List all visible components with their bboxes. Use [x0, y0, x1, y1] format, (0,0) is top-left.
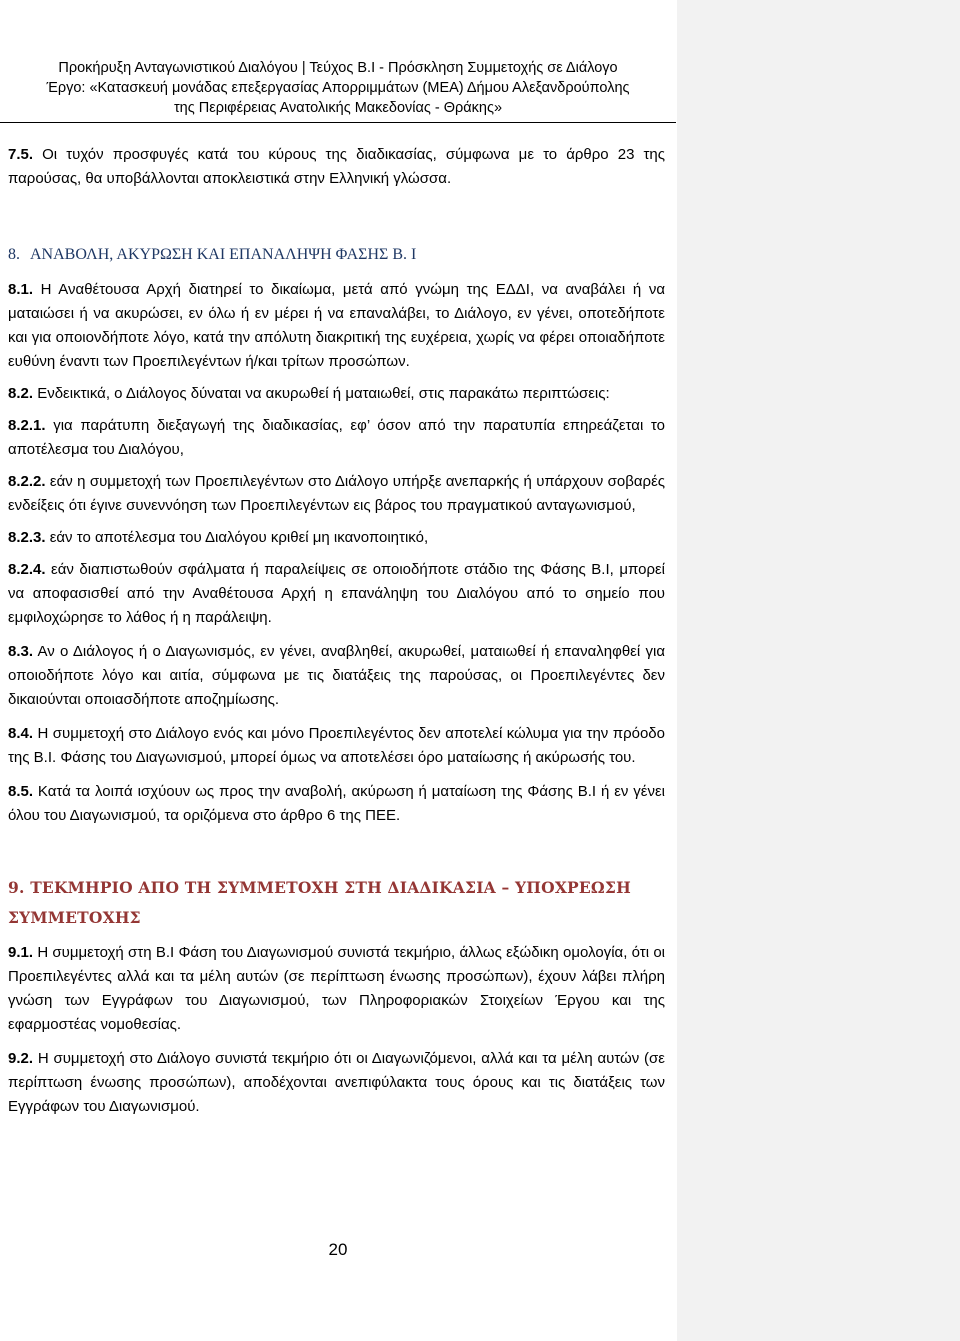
clause-number: 8.5.	[8, 783, 34, 800]
page-header	[0, 58, 676, 118]
paragraph-8-1	[8, 278, 665, 374]
header-line-2: Έργο: «Κατασκευή μονάδας επεξεργασίας Απορριμμάτων (ΜΕΑ) Δήμου Αλεξανδρούπολης	[46, 80, 630, 96]
clause-text: εάν η συμμετοχή των Προεπιλεγέντων στο Διάλογο υπήρξε ανεπαρκής ή υπάρχουν σοβαρές ενδείξεις ότι έγινε συνεννόηση των Προεπιλεγέντων εις βάρος του πραγματικού ανταγωνισμού,	[8, 473, 665, 514]
clause-text: εάν το αποτέλεσμα του Διαλόγου κριθεί μη ικανοποιητικό,	[45, 529, 429, 546]
clause-text: Κατά τα λοιπά ισχύουν ως προς την αναβολή, ακύρωση ή ματαίωση της Φάσης Β.Ι ή εν γένει όλου του Διαγωνισμού, τα οριζόμενα στο άρθρο 6 της ΠΕΕ.	[8, 783, 665, 824]
section-number: 9.	[8, 878, 25, 897]
clause-number: 8.2.1.	[8, 417, 46, 434]
paragraph-8-2	[8, 382, 665, 406]
paragraph-7-5	[8, 143, 665, 191]
clause-number: 8.2.4.	[8, 561, 46, 578]
header-line-1: Προκήρυξη Ανταγωνιστικού Διαλόγου | Τεύχος Β.Ι - Πρόσκληση Συμμετοχής σε Διάλογο	[58, 60, 618, 76]
section-title: ΤΕΚΜΗΡΙΟ ΑΠΟ ΤΗ ΣΥΜΜΕΤΟΧΗ ΣΤΗ ΔΙΑΔΙΚΑΣΙΑ – ΥΠΟΧΡΕΩΣΗ ΣΥΜΜΕΤΟΧΗΣ	[8, 878, 631, 927]
paragraph-8-2-1	[8, 414, 665, 462]
paragraph-8-2-4	[8, 558, 665, 630]
paragraph-8-2-3	[8, 526, 665, 550]
clause-text: Η συμμετοχή στο Διάλογο συνιστά τεκμήριο ότι οι Διαγωνιζόμενοι, αλλά και τα μέλη αυτών (σε περίπτωση ένωσης προσώπων), αποδέχονται ανεπιφύλακτα τους όρους και τις διατάξεις των Εγγράφων του Διαγωνισμού.	[8, 1050, 665, 1115]
clause-number: 8.1.	[8, 281, 34, 298]
paragraph-9-1	[8, 941, 665, 1037]
section-title: ΑΝΑΒΟΛΗ, ΑΚΥΡΩΣΗ ΚΑΙ ΕΠΑΝΑΛΗΨΗ ΦΑΣΗΣ Β. Ι	[30, 246, 417, 263]
paragraph-8-4	[8, 722, 665, 770]
clause-text: Οι τυχόν προσφυγές κατά του κύρους της διαδικασίας, σύμφωνα με το άρθρο 23 της παρούσας, θα υποβάλλονται αποκλειστικά στην Ελληνική γλώσσα.	[8, 146, 665, 187]
paragraph-8-2-2	[8, 470, 665, 518]
clause-text: Ενδεικτικά, ο Διάλογος δύναται να ακυρωθεί ή ματαιωθεί, στις παρακάτω περιπτώσεις:	[33, 385, 610, 402]
clause-text: για παράτυπη διεξαγωγή της διαδικασίας, εφ’ όσον από την παρατυπία επηρεάζεται το αποτέλεσμα του Διαλόγου,	[8, 417, 665, 458]
paragraph-8-5	[8, 780, 665, 828]
clause-number: 7.5.	[8, 146, 34, 163]
section-8-heading	[8, 244, 665, 266]
paragraph-8-3	[8, 640, 665, 712]
clause-number: 8.2.3.	[8, 529, 46, 546]
clause-text: εάν διαπιστωθούν σφάλματα ή παραλείψεις σε οποιοδήποτε στάδιο της Φάσης Β.Ι, μπορεί να αποφασισθεί από την Αναθέτουσα Αρχή η επανάληψη του Διαλόγου από το σημείο που εμφιλοχώρησε το λάθος ή η παράλειψη.	[8, 561, 665, 626]
clause-text: Η συμμετοχή στο Διάλογο ενός και μόνο Προεπιλεγέντος δεν αποτελεί κώλυμα για την πρόοδο της Β.Ι. Φάσης του Διαγωνισμού, μπορεί όμως να αποτελέσει όρο ματαίωσης ή ακύρωσής του.	[8, 725, 665, 766]
document-body	[8, 143, 665, 1119]
section-number: 8.	[8, 246, 20, 263]
clause-text: Η συμμετοχή στη Β.Ι Φάση του Διαγωνισμού συνιστά τεκμήριο, άλλως εξώδικη ομολογία, ότι οι Προεπιλεγέντες αλλά και τα μέλη αυτών (σε περίπτωση ένωσης προσώπων), έχουν λάβει πλήρη γνώση των Εγγράφων του Διαγωνισμού, των Πληροφοριακών Στοιχείων Έργου και της εφαρμοστέας νομοθεσίας.	[8, 944, 665, 1033]
clause-number: 8.3.	[8, 643, 34, 660]
clause-text: Αν ο Διάλογος ή ο Διαγωνισμός, εν γένει, αναβληθεί, ακυρωθεί, ματαιωθεί ή επαναληφθεί για οποιοδήποτε λόγο και αιτία, σύμφωνα με τις διατάξεις της παρούσας, οι Προεπιλεγέντες δεν δικαιούνται οποιασδήποτε αποζημίωσης.	[8, 643, 665, 708]
clause-number: 9.1.	[8, 944, 34, 961]
header-line-3: της Περιφέρειας Ανατολικής Μακεδονίας - Θράκης»	[173, 100, 503, 116]
clause-number: 8.2.2.	[8, 473, 46, 490]
clause-text: Η Αναθέτουσα Αρχή διατηρεί το δικαίωμα, μετά από γνώμη της ΕΔΔΙ, να αναβάλει ή να ματαιώσει ή να ακυρώσει, εν όλω ή εν μέρει ή να επαναλάβει, το Διάλογο, εν γένει, οποτεδήποτε και για οποιονδήποτε λόγο, κατά την απόλυτη διακριτική της ευχέρεια, χωρίς να φέρει οποιαδήποτε ευθύνη έναντι των Προεπιλεγέντων ή/και τρίτων προσώπων.	[8, 281, 665, 370]
comment-sidebar	[677, 0, 960, 1341]
clause-number: 8.4.	[8, 725, 34, 742]
section-9-heading	[8, 873, 665, 933]
header-divider	[0, 122, 676, 123]
clause-number: 9.2.	[8, 1050, 34, 1067]
paragraph-9-2	[8, 1047, 665, 1119]
clause-number: 8.2.	[8, 385, 34, 402]
page-number: 20	[328, 1240, 348, 1259]
